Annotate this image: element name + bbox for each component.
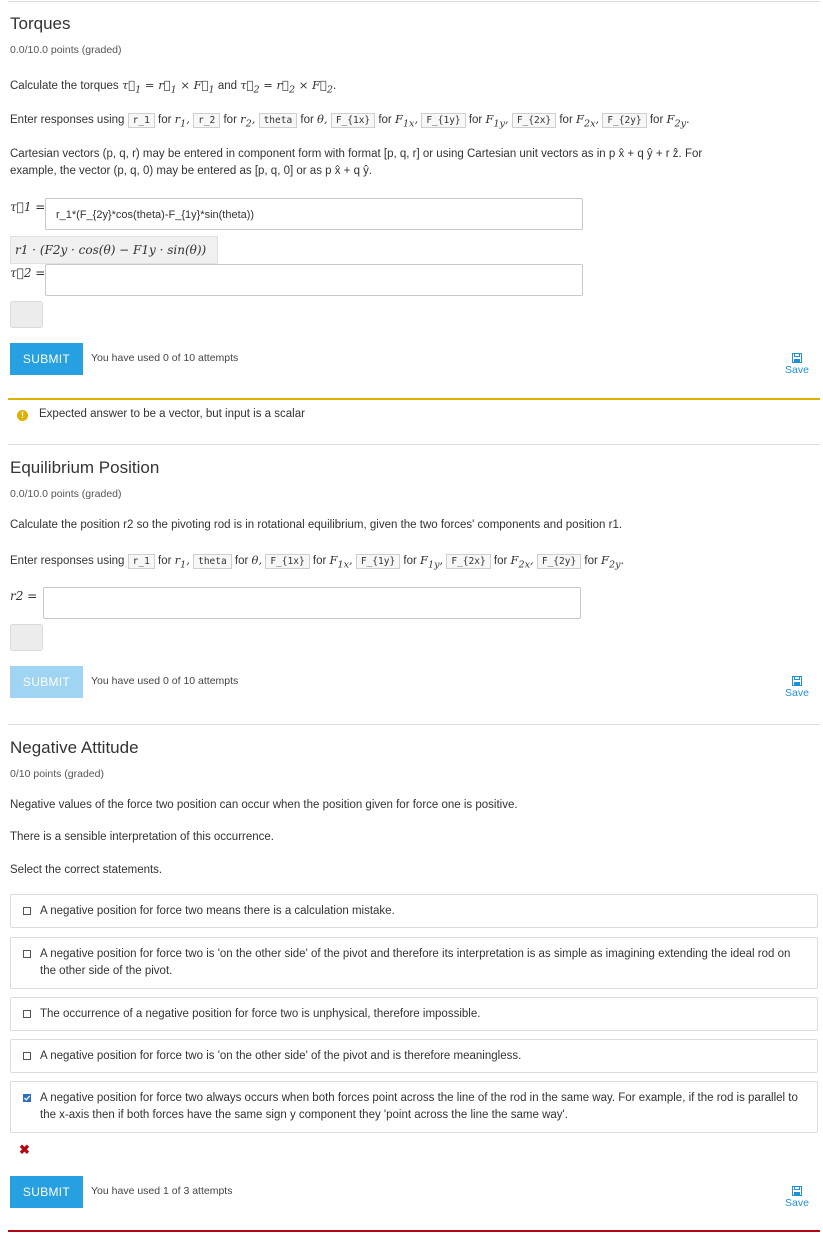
tau1-preview: r1 · (F2y · cos(θ) − F1y · sin(θ)) — [10, 236, 218, 264]
tau2-label: τ⃗2 = — [10, 266, 46, 280]
cartesian-line-2: example, the vector (p, q, 0) may be entered as [p, q, 0] or as p x̂ + q ŷ. — [10, 165, 373, 177]
tau1-label: τ⃗1 = — [10, 200, 46, 214]
code-f2y: F_{2y} — [602, 113, 646, 128]
equilibrium-calc-text: Calculate the position r2 so the pivoting rod is in rotational equilibrium, given the two forces' components and position r1. — [10, 519, 623, 531]
equilibrium-enter-text: Enter responses using r_1 for $r_1$, theta for θ, F_{1x} for $F_{1x}$, F_{1y} for $F_{1y}$, F_{2x} for $F_{2x}$, F_{2y} for $F_{2y}$. — [10, 553, 625, 571]
eq-code-theta: theta — [193, 554, 232, 569]
option-2-checkbox[interactable] — [23, 950, 31, 958]
equilibrium-submit-button[interactable]: SUBMIT — [10, 666, 83, 698]
save-icon — [792, 1186, 802, 1196]
negative-p3: Select the correct statements. — [10, 864, 163, 876]
torques-attempts: You have used 0 of 10 attempts — [91, 352, 239, 364]
eq-code-f2y: F_{2y} — [537, 554, 581, 569]
code-r1: r_1 — [128, 113, 155, 128]
save-icon — [792, 353, 802, 363]
option-4[interactable] — [10, 1039, 818, 1073]
eq-code-f1y: F_{1y} — [356, 554, 400, 569]
negative-save-label: Save — [785, 1197, 809, 1209]
warning-message: Expected answer to be a vector, but input is a scalar — [39, 408, 305, 420]
check-icon — [23, 1094, 31, 1102]
option-3[interactable] — [10, 997, 818, 1031]
option-3-text: The occurrence of a negative position for force two is unphysical, therefore impossible. — [40, 1008, 481, 1020]
option-2[interactable] — [10, 937, 818, 989]
equilibrium-attempts: You have used 0 of 10 attempts — [91, 675, 239, 687]
torques-submit-button[interactable]: SUBMIT — [10, 343, 83, 375]
torques-save-label: Save — [785, 364, 809, 376]
negative-attempts: You have used 1 of 3 attempts — [91, 1185, 233, 1197]
negative-p1: Negative values of the force two position can occur when the position given for force one is positive. — [10, 799, 518, 811]
warning-icon: ! — [17, 410, 28, 421]
code-f2x: F_{2x} — [512, 113, 556, 128]
equilibrium-save-button[interactable] — [780, 676, 814, 699]
option-5[interactable] — [10, 1081, 818, 1133]
equilibrium-points: 0.0/10.0 points (graded) — [10, 488, 122, 500]
option-1-text: A negative position for force two means there is a calculation mistake. — [40, 905, 395, 917]
torques-calc-text: Calculate the torques $\tau⃗_1$ = $r⃗_1$ × $F⃗_1$ and $\tau⃗_2$ = $r⃗_2$ × $F⃗_2$. — [10, 78, 337, 96]
incorrect-icon: ✖ — [19, 1142, 30, 1157]
negative-points: 0/10 points (graded) — [10, 768, 104, 780]
eq-code-r1: r_1 — [128, 554, 155, 569]
option-4-text: A negative position for force two is 'on the other side' of the pivot and is therefore meaningless. — [40, 1050, 522, 1062]
option-2-text: A negative position for force two is 'on the other side' of the pivot and therefore its interpretation is as simple as imagining extending the ideal rod on the other side of the pivot. — [40, 948, 791, 977]
negative-p2: There is a sensible interpretation of this occurrence. — [10, 831, 274, 843]
option-1[interactable] — [10, 894, 818, 928]
cartesian-line-1: Cartesian vectors (p, q, r) may be entered in component form with format [p, q, r] or using Cartesian unit vectors as in p x̂ + q ŷ + r ẑ. For — [10, 148, 703, 160]
code-f1x: F_{1x} — [331, 113, 375, 128]
error-divider — [8, 1230, 820, 1232]
warning-divider — [8, 398, 820, 400]
negative-save-button[interactable] — [780, 1186, 814, 1209]
torques-title: Torques — [10, 14, 71, 33]
torques-save-button[interactable] — [780, 353, 814, 376]
option-3-checkbox[interactable] — [23, 1010, 31, 1018]
option-5-checkbox[interactable] — [23, 1094, 31, 1102]
equilibrium-title: Equilibrium Position — [10, 458, 160, 477]
tau2-input[interactable] — [45, 264, 583, 296]
eq-code-f1x: F_{1x} — [265, 554, 309, 569]
save-icon — [792, 676, 802, 686]
code-f1y: F_{1y} — [421, 113, 465, 128]
equilibrium-save-label: Save — [785, 687, 809, 699]
option-4-checkbox[interactable] — [23, 1052, 31, 1060]
r2-preview-box — [10, 624, 43, 651]
torques-points: 0.0/10.0 points (graded) — [10, 44, 122, 56]
torques-enter-text: Enter responses using r_1 for $r_1$, r_2 for $r_2$, theta for θ, F_{1x} for $F_{1x}$, F_{1y} for $F_{1y}$, F_{2x} for $F_{2x}$, F_{2y} for $F_{2y}$. — [10, 112, 690, 130]
negative-submit-button[interactable]: SUBMIT — [10, 1176, 83, 1208]
code-r2: r_2 — [193, 113, 220, 128]
tau2-preview-box — [10, 301, 43, 328]
eq-code-f2x: F_{2x} — [446, 554, 490, 569]
code-theta: theta — [259, 113, 298, 128]
tau1-input[interactable]: r_1*(F_{2y}*cos(theta)-F_{1y}*sin(theta)) — [45, 198, 583, 230]
option-1-checkbox[interactable] — [23, 907, 31, 915]
negative-title: Negative Attitude — [10, 738, 139, 757]
option-5-text: A negative position for force two always occurs when both forces point across the line of the rod in the same way. For example, if the rod is parallel to the x-axis then if both forces have the same sign y component they 'point across the line the same way'. — [40, 1092, 798, 1121]
r2-input[interactable] — [43, 587, 581, 619]
r2-label: r2 = — [10, 589, 38, 603]
